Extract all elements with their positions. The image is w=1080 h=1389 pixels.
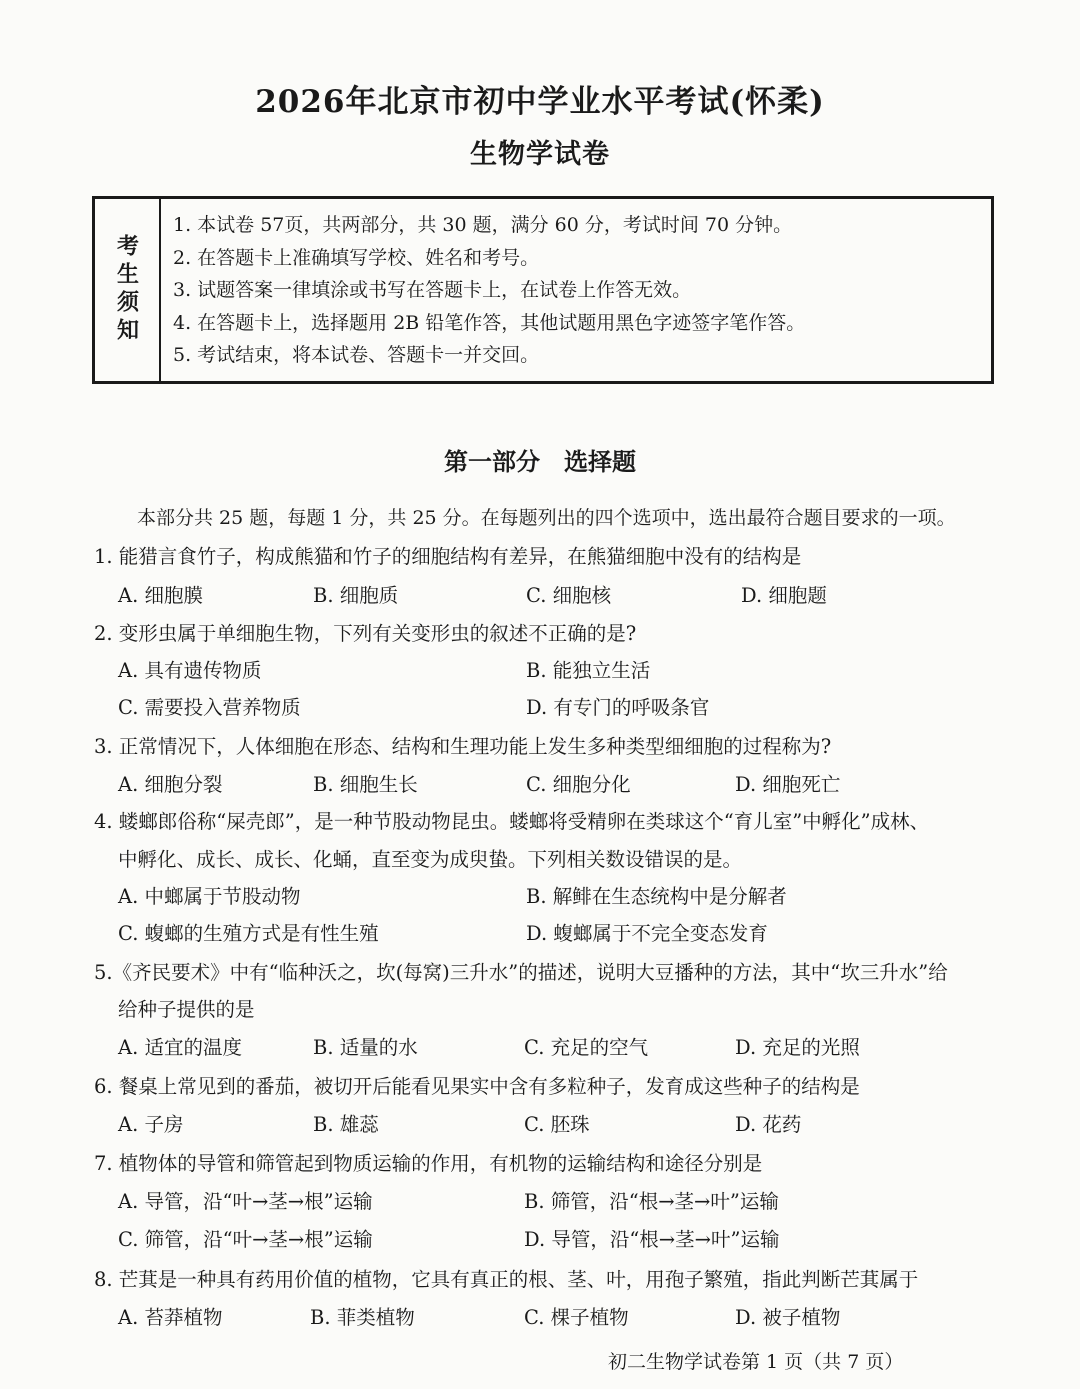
notice-heading: 考生须知: [113, 234, 140, 346]
option-c: C. 细胞分化: [526, 773, 631, 796]
option-b: B. 雄蕊: [313, 1113, 379, 1136]
question-stem: 2. 变形虫属于单细胞生物，下列有关变形虫的叙述不正确的是?: [94, 622, 637, 645]
option-d: D. 被子植物: [735, 1306, 841, 1329]
notice-item: 2. 在答题卡上准确填写学校、姓名和考号。: [173, 246, 540, 269]
section-instructions: 本部分共 25 题，每题 1 分，共 25 分。在每题列出的四个选项中，选出最符合题目要求的一项。: [137, 507, 956, 529]
question-stem: 6. 餐桌上常见到的番茄，被切开后能看见果实中含有多粒种子，发育成这些种子的结构是: [94, 1075, 860, 1098]
option-c: C. 充足的空气: [524, 1036, 649, 1059]
option-d: D. 导管，沿“根→茎→叶”运输: [524, 1228, 780, 1251]
option-b: B. 解鲱在生态统构中是分解者: [526, 885, 787, 908]
notice-box: [92, 196, 994, 384]
option-a: A. 导管，沿“叶→茎→根”运输: [118, 1190, 373, 1213]
question-stem-continued: 中孵化、成长、成长、化蛹，直至变为成臾蛰。下列相关数设错误的是。: [118, 848, 743, 871]
option-d: D. 细胞题: [741, 584, 827, 607]
option-a: A. 细胞分裂: [118, 773, 223, 796]
option-b: B. 能独立生活: [526, 659, 651, 682]
question-stem: 8. 芒萁是一种具有药用价值的植物，它具有真正的根、茎、叶，用孢子繁殖，指此判断芒萁属于: [94, 1268, 919, 1291]
option-c: C. 需要投入营养物质: [118, 696, 301, 719]
page-footer: 初二生物学试卷第 1 页（共 7 页）: [608, 1351, 904, 1373]
question-stem: 7. 植物体的导管和筛管起到物质运输的作用，有机物的运输结构和途径分别是: [94, 1152, 763, 1175]
option-a: A. 细胞膜: [118, 584, 203, 607]
option-b: B. 菲类植物: [310, 1306, 415, 1329]
option-c: C. 胚珠: [524, 1113, 590, 1136]
notice-item: 3. 试题答案一律填涂或书写在答题卡上，在试卷上作答无效。: [173, 279, 692, 301]
option-a: A. 中螂属于节股动物: [118, 885, 301, 908]
exam-subtitle: 生物学试卷: [470, 139, 610, 170]
option-a: A. 苔莽植物: [118, 1306, 223, 1329]
option-b: B. 适量的水: [313, 1036, 418, 1059]
question-stem-continued: 给种子提供的是: [118, 998, 255, 1021]
option-d: D. 蝮螂属于不完全变态发育: [526, 922, 768, 945]
notice-heading-cell: [95, 199, 161, 381]
option-c: C. 棵子植物: [524, 1306, 629, 1329]
option-a: A. 具有遗传物质: [118, 659, 262, 682]
notice-list: [161, 199, 805, 381]
option-a: A. 子房: [118, 1113, 184, 1136]
question-stem: 4. 蝼螂郎俗称“屎壳郎”，是一种节股动物昆虫。蝼螂将受精卵在类球这个“育儿室”中孵化”成林、: [94, 810, 930, 833]
exam-title: 2026年北京市初中学业水平考试(怀柔): [255, 84, 825, 120]
option-b: B. 细胞生长: [313, 773, 418, 796]
question-stem: 1. 能猎言食竹子，构成熊猫和竹子的细胞结构有差异，在熊猫细胞中没有的结构是: [94, 545, 802, 568]
option-c: C. 筛管，沿“叶→茎→根”运输: [118, 1228, 373, 1251]
option-b: B. 细胞质: [313, 584, 399, 607]
option-a: A. 适宜的温度: [118, 1036, 242, 1059]
notice-item: 5. 考试结束，将本试卷、答题卡一并交回。: [173, 344, 540, 366]
question-stem: 3. 正常情况下，人体细胞在形态、结构和生理功能上发生多种类型细细胞的过程称为?: [94, 735, 832, 758]
section-title: 第一部分 选择题: [444, 447, 636, 476]
option-d: D. 有专门的呼吸条官: [526, 696, 710, 719]
option-b: B. 筛管，沿“根→茎→叶”运输: [524, 1190, 779, 1213]
option-c: C. 蝮螂的生殖方式是有性生殖: [118, 922, 379, 945]
question-stem: 5.《齐民要术》中有“临种沃之，坎(每窝)三升水”的描述，说明大豆播种的方法，其中“坎三升水”给: [94, 961, 948, 984]
option-d: D. 充足的光照: [735, 1036, 860, 1059]
notice-item: 4. 在答题卡上，选择题用 2B 铅笔作答，其他试题用黑色字迹签字笔作答。: [173, 311, 806, 334]
option-d: D. 细胞死亡: [735, 773, 841, 796]
option-d: D. 花药: [735, 1113, 802, 1136]
notice-item: 1. 本试卷 57页，共两部分，共 30 题，满分 60 分，考试时间 70 分钟。: [173, 214, 793, 236]
option-c: C. 细胞核: [526, 584, 612, 607]
